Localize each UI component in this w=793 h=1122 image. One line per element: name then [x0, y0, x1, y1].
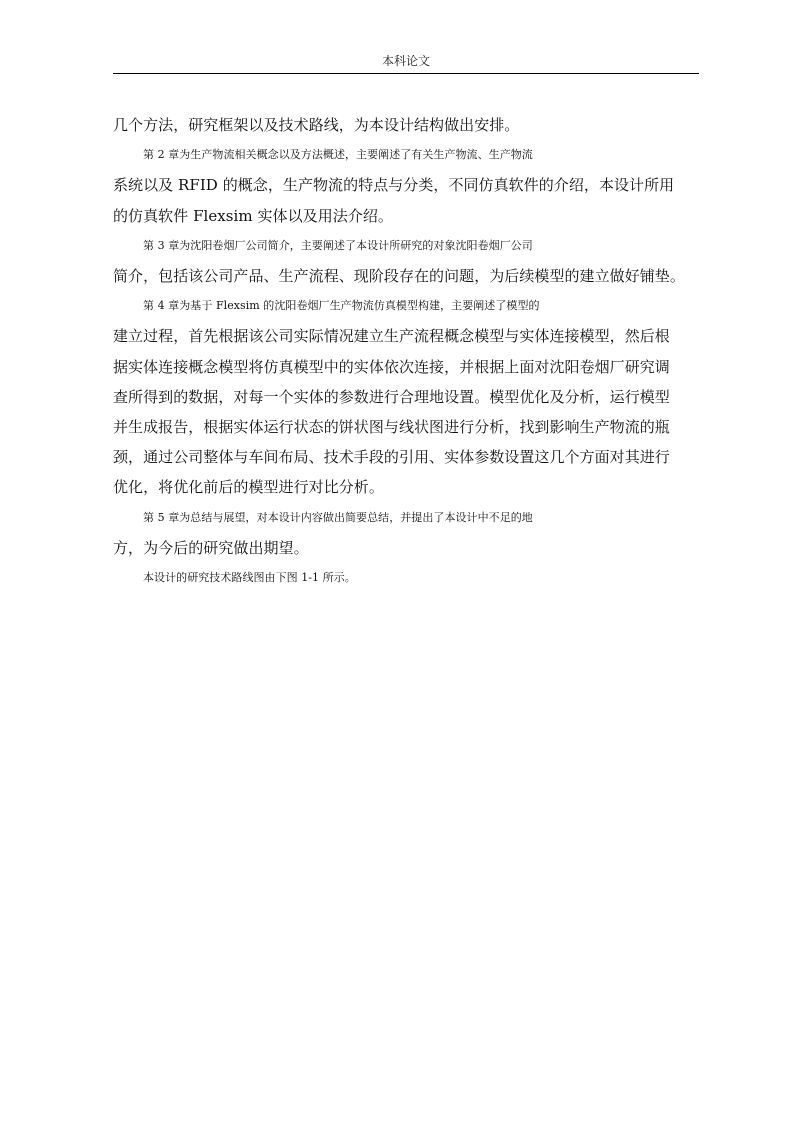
text-line: 颈，通过公司整体与车间布局、技术手段的引用、实体参数设置这几个方面对其进行 — [113, 448, 670, 467]
text-line: 几个方法，研究框架以及技术路线，为本设计结构做出安排。 — [113, 116, 520, 134]
body-text — [113, 110, 699, 593]
page-header-title: 本科论文 — [381, 54, 430, 68]
text-line: 第 3 章为沈阳卷烟厂公司简介，主要阐述了本设计所研究的对象沈阳卷烟厂公司 — [143, 238, 533, 252]
text-line: 方，为今后的研究做出期望。 — [113, 538, 309, 557]
paragraph-chapter-3 — [113, 231, 699, 291]
text-line: 第 4 章为基于 Flexsim 的沈阳卷烟厂生产物流仿真模型构建，主要阐述了模型的 — [143, 299, 540, 313]
paragraph-chapter-4 — [113, 291, 699, 502]
text-line: 本设计的研究技术路线图由下图 1-1 所示。 — [143, 571, 356, 585]
text-line: 第 2 章为生产物流相关概念以及方法概述，主要阐述了有关生产物流、生产物流 — [143, 148, 533, 162]
paragraph-roadmap-reference — [113, 563, 699, 593]
text-line: 据实体连接概念模型将仿真模型中的实体依次连接，并根据上面对沈阳卷烟厂研究调 — [113, 357, 670, 376]
header-divider — [113, 73, 699, 74]
text-line: 建立过程，首先根据该公司实际情况建立生产流程概念模型与实体连接模型，然后根 — [113, 327, 670, 346]
paragraph-chapter-5 — [113, 503, 699, 563]
text-line: 简介，包括该公司产品、生产流程、现阶段存在的问题，为后续模型的建立做好铺垫。 — [113, 267, 685, 286]
text-line: 第 5 章为总结与展望，对本设计内容做出简要总结，并提出了本设计中不足的地 — [143, 510, 533, 524]
text-line: 系统以及 RFID 的概念，生产物流的特点与分类，不同仿真软件的介绍，本设计所用 — [113, 176, 675, 195]
paragraph-intro-continuation — [113, 110, 699, 140]
text-line: 的仿真软件 Flexsim 实体以及用法介绍。 — [113, 206, 393, 225]
text-line: 优化，将优化前后的模型进行对比分析。 — [113, 478, 384, 497]
paragraph-chapter-2 — [113, 140, 699, 231]
text-line: 并生成报告，根据实体运行状态的饼状图与线状图进行分析，找到影响生产物流的瓶 — [113, 418, 670, 437]
text-line: 查所得到的数据，对每一个实体的参数进行合理地设置。模型优化及分析，运行模型 — [113, 387, 670, 406]
